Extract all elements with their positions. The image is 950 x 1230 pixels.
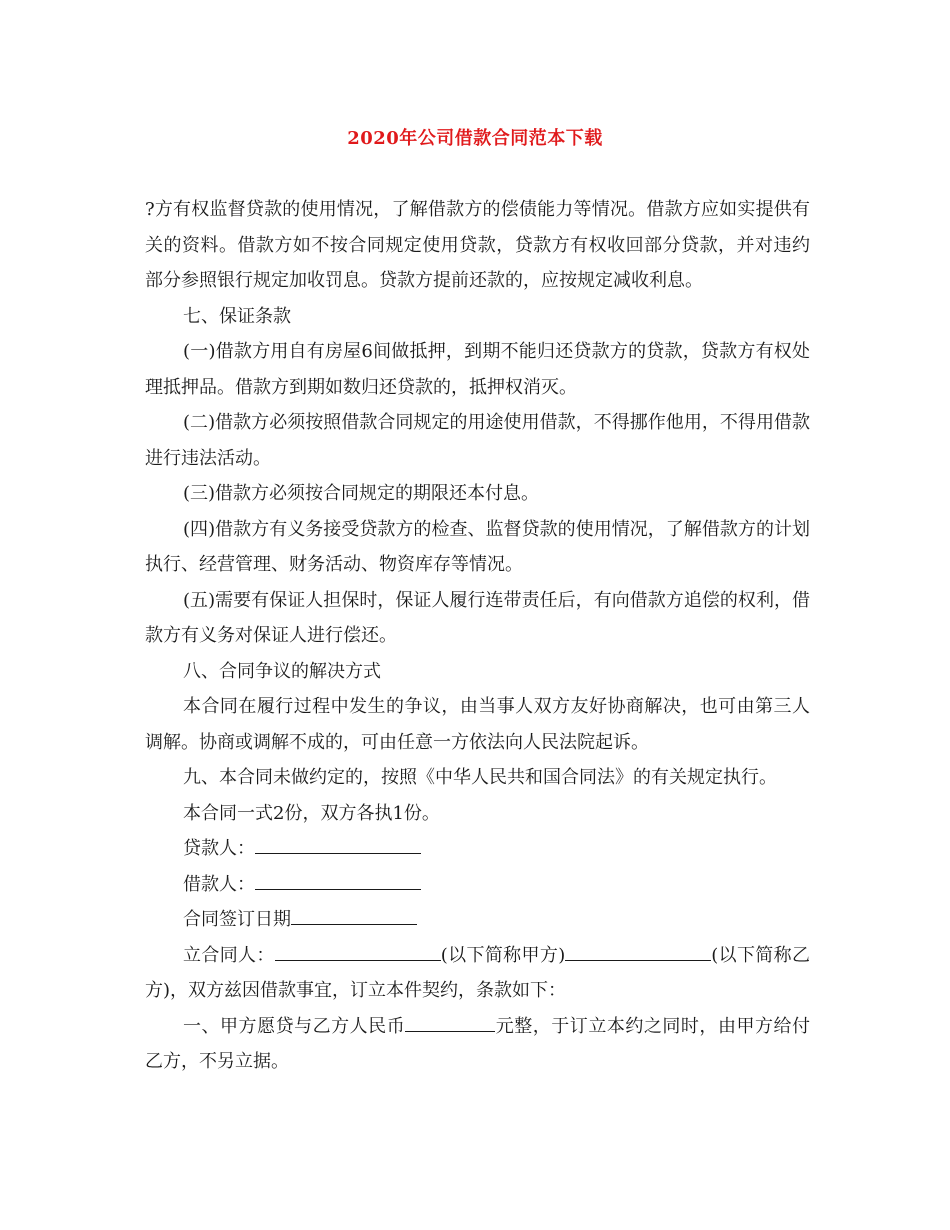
sign-date-line <box>145 902 810 938</box>
section-heading-guarantee: 七、保证条款 <box>183 305 291 327</box>
parties-prefix: 立合同人： <box>183 944 275 966</box>
borrower-label: 借款人： <box>183 873 255 895</box>
paragraph-clause-1 <box>145 1009 810 1080</box>
paragraph-parties <box>145 938 810 1009</box>
parties-suffix: (以下简称乙方)，双方兹因借款事宜，订立本件契约，条款如下： <box>145 944 810 1001</box>
lender-blank <box>255 831 421 854</box>
parties-mid: (以下简称甲方) <box>440 944 566 966</box>
section-heading-other: 九、本合同未做约定的，按照《中华人民共和国合同法》的有关规定执行。 <box>183 767 777 788</box>
party-a-blank <box>275 938 441 961</box>
paragraph-supervision: ?方有权监督贷款的使用情况，了解借款方的偿债能力等情况。借款方应如实提供有关的资料。借款方如不按合同规定使用贷款，贷款方有权收回部分贷款，并对违约部分参照银行规定加收罚息。贷款方提前还款的，应按规定减收利息。 <box>145 199 810 291</box>
clause1-prefix: 一、甲方愿贷与乙方人民币 <box>183 1015 406 1037</box>
clause1-suffix: 元整，于订立本约之同时，由甲方给付乙方，不另立据。 <box>145 1015 811 1072</box>
sign-date-blank <box>291 902 417 925</box>
borrower-blank <box>255 867 421 890</box>
paragraph-guarantee-3: (三)借款方必须按合同规定的期限还本付息。 <box>183 483 540 504</box>
borrower-signature-line <box>145 867 810 903</box>
sign-date-label: 合同签订日期 <box>183 909 291 930</box>
party-b-blank <box>565 938 711 961</box>
lender-label: 贷款人： <box>183 838 255 859</box>
section-heading-dispute: 八、合同争议的解决方式 <box>183 660 381 682</box>
paragraph-guarantee-1: (一)借款方用自有房屋6间做抵押，到期不能归还贷款方的贷款，贷款方有权处理抵押品。借款方到期如数归还贷款的，抵押权消灭。 <box>145 341 810 398</box>
paragraph-guarantee-2: (二)借款方必须按照借款合同规定的用途使用借款，不得挪作他用，不得用借款进行违法活动。 <box>145 412 810 469</box>
amount-blank <box>405 1009 495 1032</box>
paragraph-dispute: 本合同在履行过程中发生的争议，由当事人双方友好协商解决，也可由第三人调解。协商或调解不成的，可由任意一方依法向人民法院起诉。 <box>145 696 810 753</box>
paragraph-guarantee-5: (五)需要有保证人担保时，保证人履行连带责任后，有向借款方追偿的权利，借款方有义务对保证人进行偿还。 <box>145 589 810 646</box>
document-body <box>145 192 810 1080</box>
paragraph-copies: 本合同一式2份，双方各执1份。 <box>183 802 440 824</box>
document-title: 2020年公司借款合同范本下载 <box>347 128 603 149</box>
paragraph-guarantee-4: (四)借款方有义务接受贷款方的检查、监督贷款的使用情况，了解借款方的计划执行、经营管理、财务活动、物资库存等情况。 <box>145 518 810 575</box>
lender-signature-line <box>145 831 810 867</box>
